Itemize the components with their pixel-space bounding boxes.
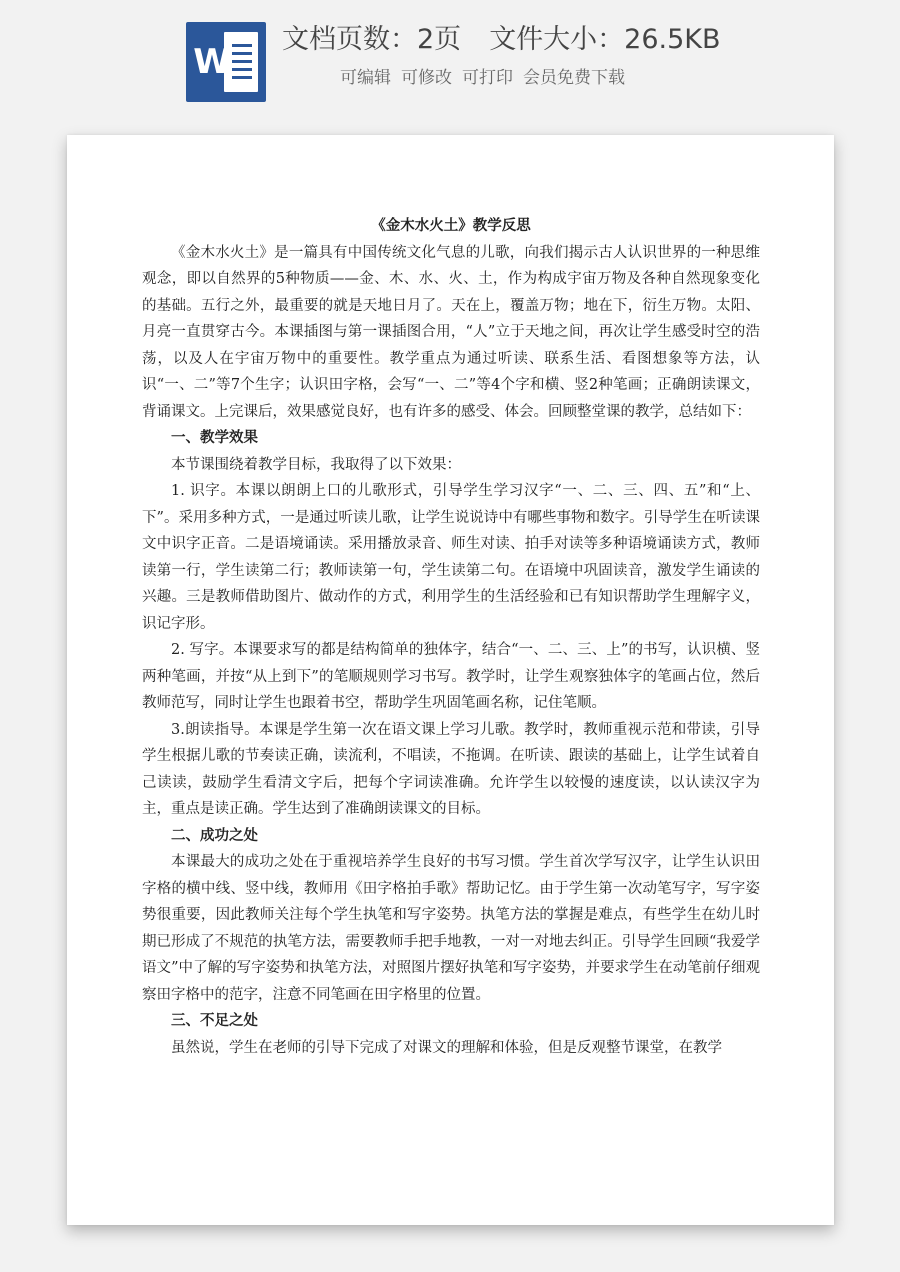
section1-intro: 本节课围绕着教学目标，我取得了以下效果： (171, 456, 461, 473)
intro-paragraph: 《金木水火土》是一篇具有中国传统文化气息的儿歌，向我们揭示古人认识世界的一种思维观念，即以自然界的5种物质——金、木、水、火、土，作为构成宇宙万物及各种自然现象变化的基础。五行之外，最重要的就是天地日月了。天在上，覆盖万物；地在下，衍生万物。太阳、月亮一直贯穿古今。本课插图与第一课插图合用，“人”立于天地之间，再次让学生感受时空的浩荡，以及人在宇宙万物中的重要性。教学重点为通过听读、联系生活、看图想象等方法，认识“一、二”等7个生字；认识田字格，会写“一、二”等4个字和横、竖2种笔画；正确朗读课文，背诵课文。上完课后，效果感觉良好，也有许多的感受、体会。回顾整堂课的教学，总结如下： (142, 244, 760, 420)
section2-body: 本课最大的成功之处在于重视培养学生良好的书写习惯。学生首次学写汉字，让学生认识田字格的横中线、竖中线，教师用《田字格拍手歌》帮助记忆。由于学生第一次动笔写字，写字姿势很重要，因此教师关注每个学生执笔和写字姿势。执笔方法的掌握是难点，有些学生在幼儿时期已形成了不规范的执笔方法，需要教师手把手地教，一对一对地去纠正。引导学生回顾“我爱学语文”中了解的写字姿势和执笔方法，对照图片摆好执笔和写字姿势，并要求学生在动笔前仔细观察田字格中的范字，注意不同笔画在田字格里的位置。 (142, 854, 760, 1003)
feature-editable: 可编辑 (340, 68, 391, 88)
feature-printable: 可打印 (462, 68, 513, 88)
word-icon-line (232, 76, 252, 79)
section3-body: 虽然说，学生在老师的引导下完成了对课文的理解和体验，但是反观整节课堂，在教学 (171, 1039, 722, 1056)
document-content (142, 213, 760, 1061)
feature-list (340, 66, 635, 90)
banner-title (282, 22, 842, 58)
download-banner (0, 0, 900, 118)
page-count-label: 文档页数：2页 (282, 24, 462, 55)
section3-heading: 三、不足之处 (171, 1012, 258, 1029)
file-size-label: 文件大小：26.5KB (489, 24, 721, 55)
section1-item-literacy: 1. 识字。本课以朗朗上口的儿歌形式，引导学生学习汉字“一、二、三、四、五”和“上、下”。采用多种方式，一是通过听读儿歌，让学生说说诗中有哪些事物和数字。引导学生在听读课文中识字正音。二是语境诵读。采用播放录音、师生对读、拍手对读等多种语境诵读方式，教师读第一行，学生读第二行；教师读第一句，学生读第二句。在语境中巩固读音，激发学生诵读的兴趣。三是教师借助图片、做动作的方式，利用学生的生活经验和已有知识帮助学生理解字义，识记字形。 (142, 483, 760, 632)
word-icon-line (232, 68, 252, 71)
section1-heading: 一、教学效果 (171, 429, 258, 446)
feature-modifiable: 可修改 (401, 68, 452, 88)
word-icon-line (232, 44, 252, 47)
feature-member-download: 会员免费下载 (523, 68, 625, 88)
word-document-icon (186, 22, 266, 102)
word-icon-line (232, 52, 252, 55)
document-page (67, 135, 834, 1225)
word-icon-letter: W (193, 42, 231, 82)
word-icon-line (232, 60, 252, 63)
document-title: 《金木水火土》教学反思 (371, 217, 531, 234)
section1-item-writing: 2. 写字。本课要求写的都是结构简单的独体字，结合“一、二、三、上”的书写，认识横、竖两种笔画，并按“从上到下”的笔顺规则学习书写。教学时，让学生观察独体字的笔画占位，然后教师范写，同时让学生也跟着书空，帮助学生巩固笔画名称，记住笔顺。 (142, 642, 760, 711)
section2-heading: 二、成功之处 (171, 826, 258, 844)
section1-item-reading: 3.朗读指导。本课是学生第一次在语文课上学习儿歌。教学时，教师重视示范和带读，引导学生根据儿歌的节奏读正确，读流利，不唱读，不拖调。在听读、跟读的基础上，让学生试着自己读读，鼓励学生看清文字后，把每个字词读准确。允许学生以较慢的速度读，以认读汉字为主，重点是读正确。学生达到了准确朗读课文的目标。 (142, 721, 760, 817)
